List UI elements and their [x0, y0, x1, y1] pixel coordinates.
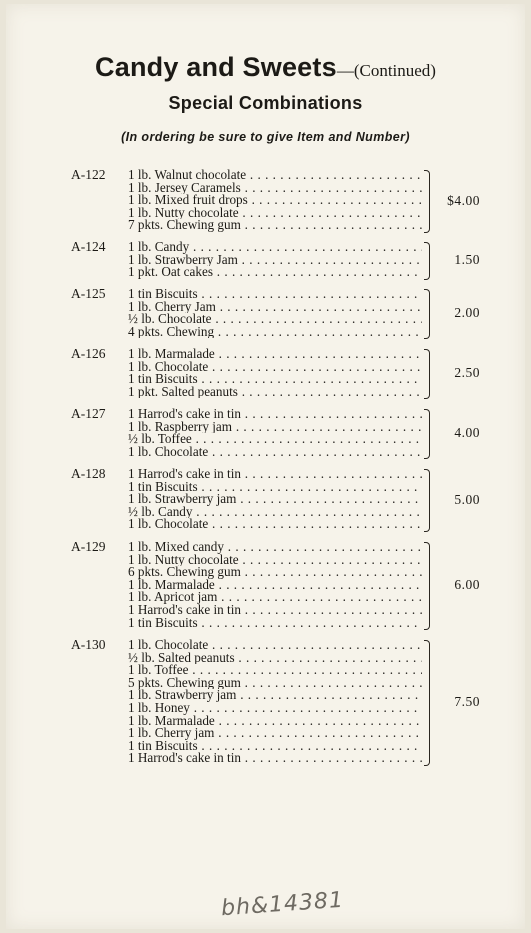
handwritten-catalog-number: bh&14381 — [220, 887, 345, 922]
item-code: A-130 — [71, 637, 106, 652]
combination-item: 1 lb. Cherry jam . . . — [128, 727, 422, 740]
combination-price: 2.50 — [454, 365, 480, 381]
grouping-brace — [424, 170, 430, 233]
combination-item: 7 pkts. Chewing gum . . . — [128, 219, 422, 232]
combination-item: 1 lb. Chocolate . . . — [128, 639, 422, 652]
combination-item: 1 tin Biscuits . . . — [128, 288, 422, 301]
combination-item: 1 lb. Toffee . . . — [128, 664, 422, 677]
combination-price: $4.00 — [447, 192, 480, 208]
item-code: A-124 — [71, 239, 106, 254]
combination-item: 6 pkts. Chewing gum . . . — [128, 566, 422, 579]
item-code: A-125 — [71, 286, 106, 301]
combination-item: 1 lb. Candy . . . — [128, 241, 422, 254]
grouping-brace — [424, 469, 430, 532]
combination-item: 1 tin Biscuits . . . — [128, 740, 422, 753]
combination-price: 5.00 — [454, 491, 480, 507]
combination-item: 1 lb. Raspberry jam . . . — [128, 421, 422, 434]
combination-item: 1 lb. Strawberry jam . . . — [128, 493, 422, 506]
combination-price: 1.50 — [454, 251, 480, 267]
item-code: A-129 — [71, 539, 106, 554]
combination-item: 1 lb. Jersey Caramels . . . — [128, 182, 422, 195]
grouping-brace — [424, 289, 430, 339]
combination-items — [128, 468, 422, 531]
combination-item: 1 tin Biscuits . . . — [128, 481, 422, 494]
item-code: A-128 — [71, 466, 106, 481]
combination-price: 6.00 — [454, 577, 480, 593]
combination-items — [128, 169, 422, 232]
combination-item: 1 lb. Nutty chocolate . . . — [128, 554, 422, 567]
combination-item: 1 lb. Marmalade . . . — [128, 579, 422, 592]
grouping-brace — [424, 242, 430, 280]
combination-items — [128, 288, 422, 338]
combination-item: 1 lb. Chocolate . . . — [128, 446, 422, 459]
combination-item: 1 Harrod's cake in tin . . . — [128, 752, 422, 765]
combination-items — [128, 639, 422, 765]
combination-item: ½ lb. Candy . . . — [128, 506, 422, 519]
combination-item: ½ lb. Toffee . . . — [128, 433, 422, 446]
combination-price: 4.00 — [454, 425, 480, 441]
page-title — [6, 52, 525, 83]
combination-price: 7.50 — [454, 694, 480, 709]
combination-item: 4 pkts. Chewing . . . — [128, 326, 422, 339]
combination-items — [128, 241, 422, 279]
combination-item: 1 lb. Walnut chocolate . . . — [128, 169, 422, 182]
combination-item: 1 lb. Chocolate . . . — [128, 518, 422, 531]
combination-item: 5 pkts. Chewing gum . . . — [128, 677, 422, 690]
combination-item: 1 Harrod's cake in tin . . . — [128, 604, 422, 617]
grouping-brace — [424, 349, 430, 399]
combination-item: 1 lb. Mixed candy . . . — [128, 541, 422, 554]
combination-items — [128, 408, 422, 458]
combination-item: 1 lb. Marmalade . . . — [128, 715, 422, 728]
title-main: Candy and Sweets — [95, 52, 337, 82]
combination-item: 1 tin Biscuits . . . — [128, 373, 422, 386]
combination-item: 1 lb. Mixed fruit drops . . . — [128, 194, 422, 207]
grouping-brace — [424, 409, 430, 459]
combination-item: ½ lb. Salted peanuts . . . — [128, 652, 422, 665]
combination-item: ½ lb. Chocolate . . . — [128, 313, 422, 326]
combination-item: 1 lb. Strawberry jam . . . — [128, 689, 422, 702]
combination-item: 1 pkt. Oat cakes . . . — [128, 266, 422, 279]
combination-price: 2.00 — [454, 305, 480, 321]
combination-item: 1 lb. Cherry Jam . . . — [128, 301, 422, 314]
combination-item: 1 lb. Chocolate . . . — [128, 361, 422, 374]
combination-item: 1 Harrod's cake in tin . . . — [128, 408, 422, 421]
ordering-note: (In ordering be sure to give Item and Number) — [121, 130, 410, 144]
combination-item: 1 pkt. Salted peanuts . . . — [128, 386, 422, 399]
item-code: A-122 — [71, 167, 106, 182]
item-code: A-127 — [71, 406, 106, 421]
combination-item: 1 lb. Strawberry Jam . . . — [128, 254, 422, 267]
combination-item: 1 tin Biscuits . . . — [128, 617, 422, 630]
combination-items — [128, 348, 422, 398]
title-continued: —(Continued) — [336, 61, 436, 80]
page-subtitle: Special Combinations — [168, 93, 363, 113]
catalog-page — [6, 4, 525, 929]
combination-item: 1 lb. Marmalade . . . — [128, 348, 422, 361]
grouping-brace — [424, 542, 430, 630]
combination-items — [128, 541, 422, 629]
item-code: A-126 — [71, 346, 106, 361]
combination-item: 1 Harrod's cake in tin . . . — [128, 468, 422, 481]
combination-item: 1 lb. Nutty chocolate . . . — [128, 207, 422, 220]
combination-item: 1 lb. Apricot jam . . . — [128, 591, 422, 604]
combination-item: 1 lb. Honey . . . — [128, 702, 422, 715]
grouping-brace — [424, 640, 430, 766]
